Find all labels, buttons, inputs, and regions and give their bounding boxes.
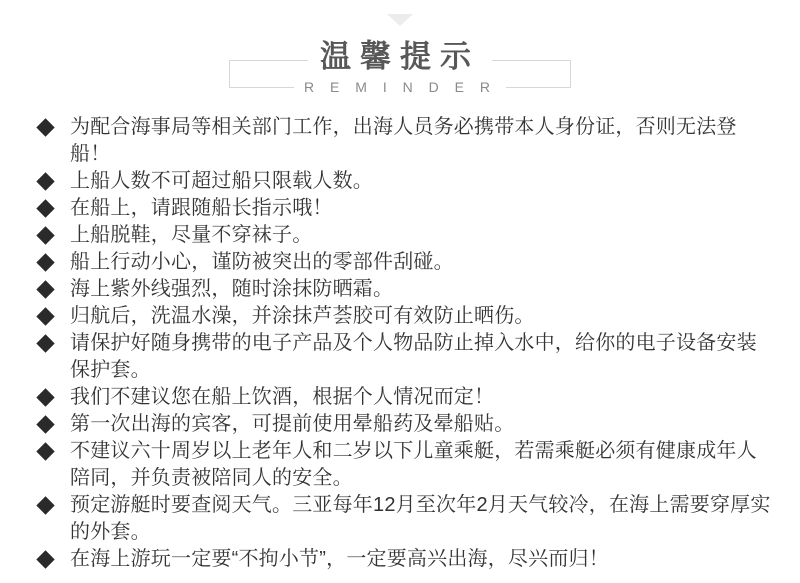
- list-item: [36, 114, 776, 168]
- diamond-bullet-icon: [36, 442, 54, 460]
- tip-text: 为配合海事局等相关部门工作，出海人员务必携带本人身份证，否则无法登船！: [70, 116, 737, 165]
- page-title: 温馨提示: [308, 40, 492, 74]
- tip-text: 船上行动小心，谨防被突出的零部件刮碰。: [70, 251, 454, 273]
- tip-text: 在海上游玩一定要“不拘小节”，一定要高兴出海，尽兴而归！: [70, 548, 609, 570]
- list-item: [36, 492, 776, 546]
- diamond-bullet-icon: [36, 415, 54, 433]
- page-subtitle: R E M I N D E R: [294, 80, 506, 95]
- diamond-bullet-icon: [36, 199, 54, 217]
- title-frame: [229, 39, 571, 95]
- tip-text: 第一次出海的宾客，可提前使用晕船药及晕船贴。: [70, 413, 515, 435]
- diamond-bullet-icon: [36, 496, 54, 514]
- list-item: [36, 249, 776, 276]
- diamond-bullet-icon: [36, 118, 54, 136]
- tip-text: 请保护好随身携带的电子产品及个人物品防止掉入水中，给你的电子设备安装保护套。: [70, 332, 757, 381]
- list-item: [36, 546, 776, 573]
- diamond-bullet-icon: [36, 307, 54, 325]
- diamond-bullet-icon: [36, 550, 54, 568]
- list-item: [36, 195, 776, 222]
- list-item: [36, 438, 776, 492]
- tip-text: 预定游艇时要查阅天气。三亚每年12月至次年2月天气较冷，在海上需要穿厚实的外套。: [70, 494, 771, 543]
- diamond-bullet-icon: [36, 226, 54, 244]
- diamond-bullet-icon: [36, 334, 54, 352]
- tip-text: 不建议六十周岁以上老年人和二岁以下儿童乘艇，若需乘艇必须有健康成年人陪同，并负责被陪同人的安全。: [70, 440, 757, 489]
- tip-text: 上船人数不可超过船只限载人数。: [70, 170, 373, 192]
- list-item: [36, 411, 776, 438]
- tip-text: 在船上，请跟随船长指示哦！: [70, 197, 333, 219]
- diamond-bullet-icon: [36, 253, 54, 271]
- list-item: [36, 168, 776, 195]
- tip-text: 归航后，洗温水澡，并涂抹芦荟胶可有效防止晒伤。: [70, 305, 535, 327]
- list-item: [36, 276, 776, 303]
- list-item: [36, 330, 776, 384]
- tip-text: 上船脱鞋，尽量不穿袜子。: [70, 224, 313, 246]
- list-item: [36, 303, 776, 330]
- list-item: [36, 222, 776, 249]
- triangle-down-icon: [387, 14, 413, 26]
- diamond-bullet-icon: [36, 172, 54, 190]
- diamond-bullet-icon: [36, 388, 54, 406]
- tip-text: 海上紫外线强烈，随时涂抹防晒霜。: [70, 278, 394, 300]
- tips-list: [0, 114, 800, 573]
- tip-text: 我们不建议您在船上饮酒，根据个人情况而定！: [70, 386, 495, 408]
- diamond-bullet-icon: [36, 280, 54, 298]
- list-item: [36, 384, 776, 411]
